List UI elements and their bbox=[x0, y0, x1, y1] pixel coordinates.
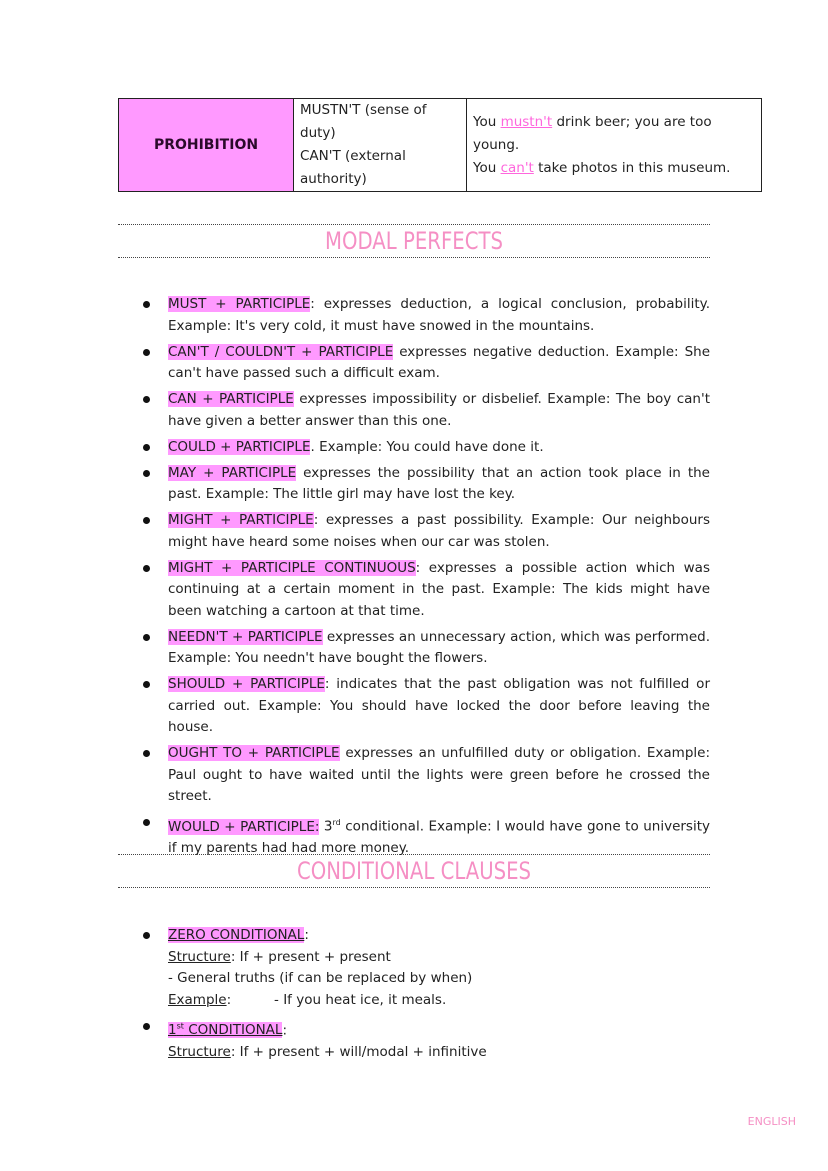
item-text: : expresses deduction, a logical conclusion, probability. Example: It's very cold, it must have snowed in the mountains. bbox=[168, 296, 710, 334]
list-item: 1st CONDITIONAL: Structure: If + present + will/modal + infinitive bbox=[140, 1016, 710, 1064]
num: 3 bbox=[319, 818, 333, 835]
item-label: CAN'T / COULDN'T + PARTICIPLE bbox=[168, 343, 394, 360]
item-text: : expresses a past possibility. Example: Our neighbours might have heard some noises when our car was stolen. bbox=[168, 512, 711, 550]
item-text: expresses an unnecessary action, which was performed. Example: You needn't have bought the flowers. bbox=[168, 628, 710, 666]
modal-table bbox=[118, 98, 762, 192]
sup: st bbox=[176, 1021, 184, 1031]
item-text: expresses impossibility or disbelief. Example: The boy can't have given a better answer than this one. bbox=[168, 391, 710, 429]
list-item bbox=[140, 389, 710, 432]
num: 1 bbox=[168, 1022, 177, 1038]
item-label: NEEDN'T + PARTICIPLE bbox=[168, 628, 323, 645]
divider bbox=[118, 887, 710, 888]
list-item bbox=[140, 812, 710, 860]
label: CONDITIONAL bbox=[183, 1022, 283, 1038]
list-item bbox=[140, 437, 710, 459]
text: You bbox=[473, 159, 501, 176]
modal-perfects-list bbox=[140, 294, 710, 864]
item-label: MUST + PARTICIPLE bbox=[168, 296, 311, 312]
highlighted-word: mustn't bbox=[500, 113, 553, 130]
structure-label: Structure bbox=[168, 1043, 231, 1060]
item-label: WOULD + PARTICIPLE: bbox=[168, 818, 320, 835]
highlighted-word: can't bbox=[500, 159, 534, 176]
structure-text: : If + present + will/modal + infinitive bbox=[230, 1043, 487, 1060]
structure-text: : If + present + present bbox=[230, 948, 391, 965]
conditional-list bbox=[140, 925, 710, 1068]
modal-line: authority) bbox=[300, 171, 367, 187]
item-label: MAY + PARTICIPLE bbox=[168, 464, 297, 481]
example-label: Example bbox=[168, 991, 227, 1008]
modal-line: CAN'T (external bbox=[300, 148, 406, 164]
list-item bbox=[140, 342, 710, 385]
section-title: MODAL PERFECTS bbox=[325, 227, 503, 255]
list-item bbox=[140, 294, 710, 337]
list-item bbox=[140, 463, 710, 506]
modal-cell bbox=[294, 99, 467, 192]
footer-label: ENGLISH bbox=[747, 1115, 796, 1128]
note-text: - General truths (if can be replaced by when) bbox=[168, 970, 473, 986]
item-text: expresses the possibility that an action took place in the past. Example: The little girl may have lost the key. bbox=[168, 464, 710, 502]
item-text: expresses an unfulfilled duty or obligation. Example: Paul ought to have waited until the lights were green before he crossed the street. bbox=[168, 745, 710, 804]
list-item: ZERO CONDITIONAL: Structure: If + present + present - General truths (if can be replaced by when) Example: - If you heat ice, it meals. bbox=[140, 925, 710, 1011]
sup: rd bbox=[332, 818, 341, 827]
table-row bbox=[119, 99, 762, 192]
conditional-header bbox=[118, 854, 710, 888]
list-item bbox=[140, 558, 710, 623]
list-item bbox=[140, 627, 710, 670]
list-item bbox=[140, 743, 710, 808]
example-text: : - If you heat ice, it meals. bbox=[226, 991, 447, 1008]
list-item bbox=[140, 510, 710, 553]
item-label: COULD + PARTICIPLE bbox=[168, 438, 311, 455]
divider bbox=[118, 257, 710, 258]
item-label: MIGHT + PARTICIPLE bbox=[168, 512, 314, 528]
item-label: CAN + PARTICIPLE bbox=[168, 391, 294, 407]
modal-perfects-header bbox=[118, 224, 710, 258]
item-text: conditional. Example: I would have gone to university if my parents had had more money. bbox=[168, 818, 711, 856]
structure-label: Structure bbox=[168, 948, 231, 965]
item-label: OUGHT TO + PARTICIPLE bbox=[168, 745, 340, 761]
modal-line: MUSTN'T (sense of bbox=[300, 102, 427, 118]
item-label: ZERO CONDITIONAL bbox=[168, 927, 305, 943]
text: You bbox=[473, 113, 501, 130]
item-text: . Example: You could have done it. bbox=[310, 438, 544, 455]
category-cell: PROHIBITION bbox=[119, 99, 294, 192]
text: drink beer; you are too young. bbox=[473, 113, 712, 153]
section-title: CONDITIONAL CLAUSES bbox=[296, 857, 532, 885]
list-item bbox=[140, 674, 710, 739]
modal-line: duty) bbox=[300, 125, 336, 141]
item-label bbox=[168, 1022, 282, 1038]
text: take photos in this museum. bbox=[533, 159, 731, 176]
item-text: : indicates that the past obligation was not fulfilled or carried out. Example: You should have locked the door before leaving the house. bbox=[168, 676, 710, 735]
item-text: expresses negative deduction. Example: She can't have passed such a difficult exam. bbox=[168, 343, 710, 381]
item-text: : expresses a possible action which was continuing at a certain moment in the past. Example: The kids might have been watching a cartoon at that time. bbox=[168, 559, 710, 619]
example-cell bbox=[467, 99, 762, 192]
example-line bbox=[473, 157, 755, 180]
example-line bbox=[473, 111, 755, 157]
item-label: MIGHT + PARTICIPLE CONTINUOUS bbox=[168, 559, 416, 576]
item-label: SHOULD + PARTICIPLE bbox=[168, 676, 325, 692]
